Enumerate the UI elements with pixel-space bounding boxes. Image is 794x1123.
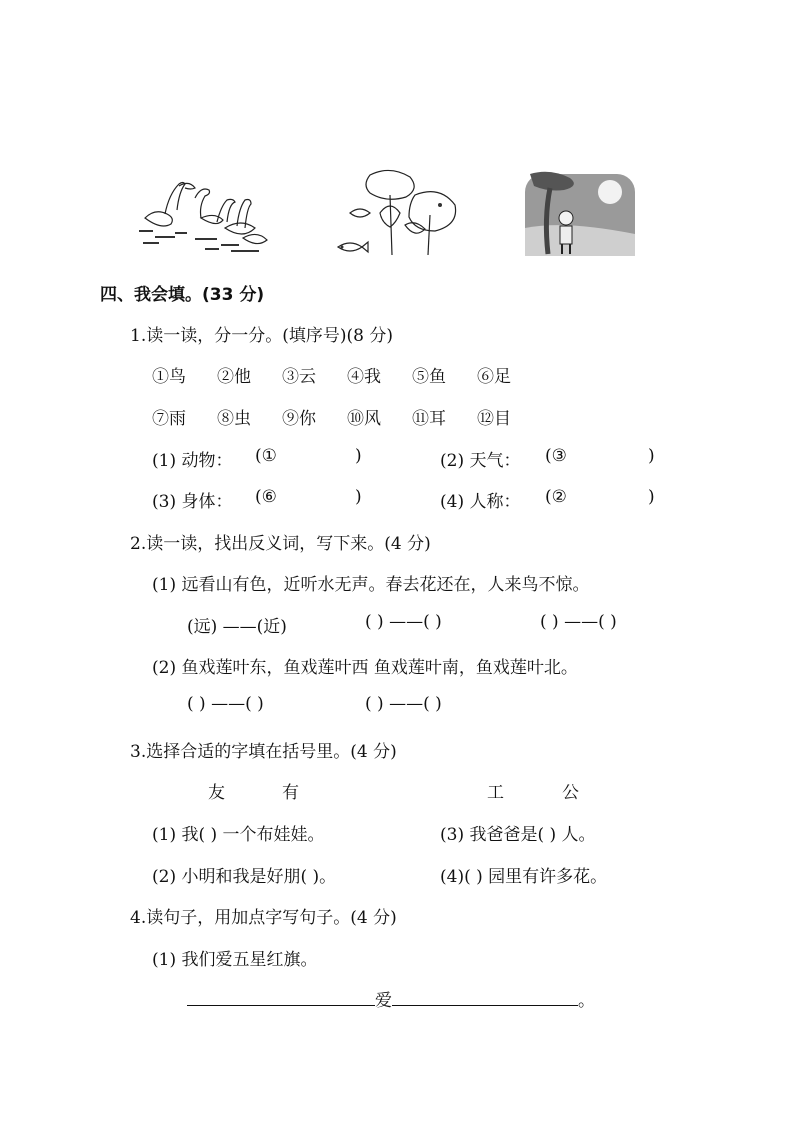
section-title: 四、我会填。(33 分) xyxy=(100,285,265,305)
category-animals-answer[interactable]: (① xyxy=(255,446,277,466)
char-item: ⑧虫 xyxy=(217,409,251,429)
char-item: ⑪耳 xyxy=(412,409,446,429)
category-body-close: ) xyxy=(355,487,362,507)
antonym-blank[interactable]: (远) ——(近) xyxy=(187,617,287,637)
question-3-title: 3.选择合适的字填在括号里。(4 分) xyxy=(130,742,397,762)
question-4-title: 4.读句子，用加点字写句子。(4 分) xyxy=(130,908,397,928)
question-1-title: 1.读一读，分一分。(填序号)(8 分) xyxy=(130,326,393,346)
category-body-label: (3) 身体： xyxy=(152,492,233,512)
char-item: ③云 xyxy=(282,367,316,387)
antonym-blank[interactable]: ( ) ——( ) xyxy=(365,694,442,714)
choice-char: 公 xyxy=(562,783,579,803)
category-animals-close: ) xyxy=(355,446,362,466)
category-animals-label: (1) 动物： xyxy=(152,451,233,471)
category-weather-close: ) xyxy=(648,446,655,466)
choice-char: 有 xyxy=(282,783,299,803)
char-item: ①鸟 xyxy=(152,367,186,387)
category-person-label: (4) 人称： xyxy=(440,492,521,512)
antonym-blank[interactable]: ( ) ——( ) xyxy=(540,612,617,632)
char-item: ⑨你 xyxy=(282,409,316,429)
swans-illustration xyxy=(135,178,275,260)
char-item: ②他 xyxy=(217,367,251,387)
fill-sentence[interactable]: (1) 我( ) 一个布娃娃。 xyxy=(152,825,325,845)
char-item: ⑫目 xyxy=(477,409,511,429)
char-item: ⑩风 xyxy=(347,409,381,429)
category-person-answer[interactable]: (② xyxy=(545,487,567,507)
example-sentence: (1) 我们爱五星红旗。 xyxy=(152,950,318,970)
category-person-close: ) xyxy=(648,487,655,507)
sentence-end: 。 xyxy=(578,991,595,1011)
char-item: ④我 xyxy=(347,367,381,387)
question-2-title: 2.读一读，找出反义词，写下来。(4 分) xyxy=(130,534,431,554)
fill-sentence[interactable]: (2) 小明和我是好朋( )。 xyxy=(152,867,337,887)
write-sentence-line[interactable] xyxy=(187,986,595,1011)
fill-sentence[interactable]: (3) 我爸爸是( ) 人。 xyxy=(440,825,596,845)
char-item: ⑦雨 xyxy=(152,409,186,429)
poem-2: (2) 鱼戏莲叶东，鱼戏莲叶西 鱼戏莲叶南，鱼戏莲叶北。 xyxy=(152,658,578,678)
category-weather-label: (2) 天气： xyxy=(440,451,521,471)
category-weather-answer[interactable]: (③ xyxy=(545,446,567,466)
antonym-blank[interactable]: ( ) ——( ) xyxy=(365,612,442,632)
fill-sentence[interactable]: (4)( ) 园里有许多花。 xyxy=(440,867,608,887)
choice-char: 友 xyxy=(208,783,225,803)
blank-line-right[interactable] xyxy=(392,989,578,1006)
lotus-fish-illustration xyxy=(330,165,465,260)
antonym-blank[interactable]: ( ) ——( ) xyxy=(187,694,264,714)
char-item: ⑥足 xyxy=(477,367,511,387)
blank-line-left[interactable] xyxy=(187,989,375,1006)
choice-char: 工 xyxy=(487,783,504,803)
char-item: ⑤鱼 xyxy=(412,367,446,387)
category-body-answer[interactable]: (⑥ xyxy=(255,487,277,507)
poem-1: (1) 远看山有色，近听水无声。春去花还在，人来鸟不惊。 xyxy=(152,575,590,595)
keyword: 爱 xyxy=(375,991,392,1011)
moon-night-illustration xyxy=(520,168,640,263)
